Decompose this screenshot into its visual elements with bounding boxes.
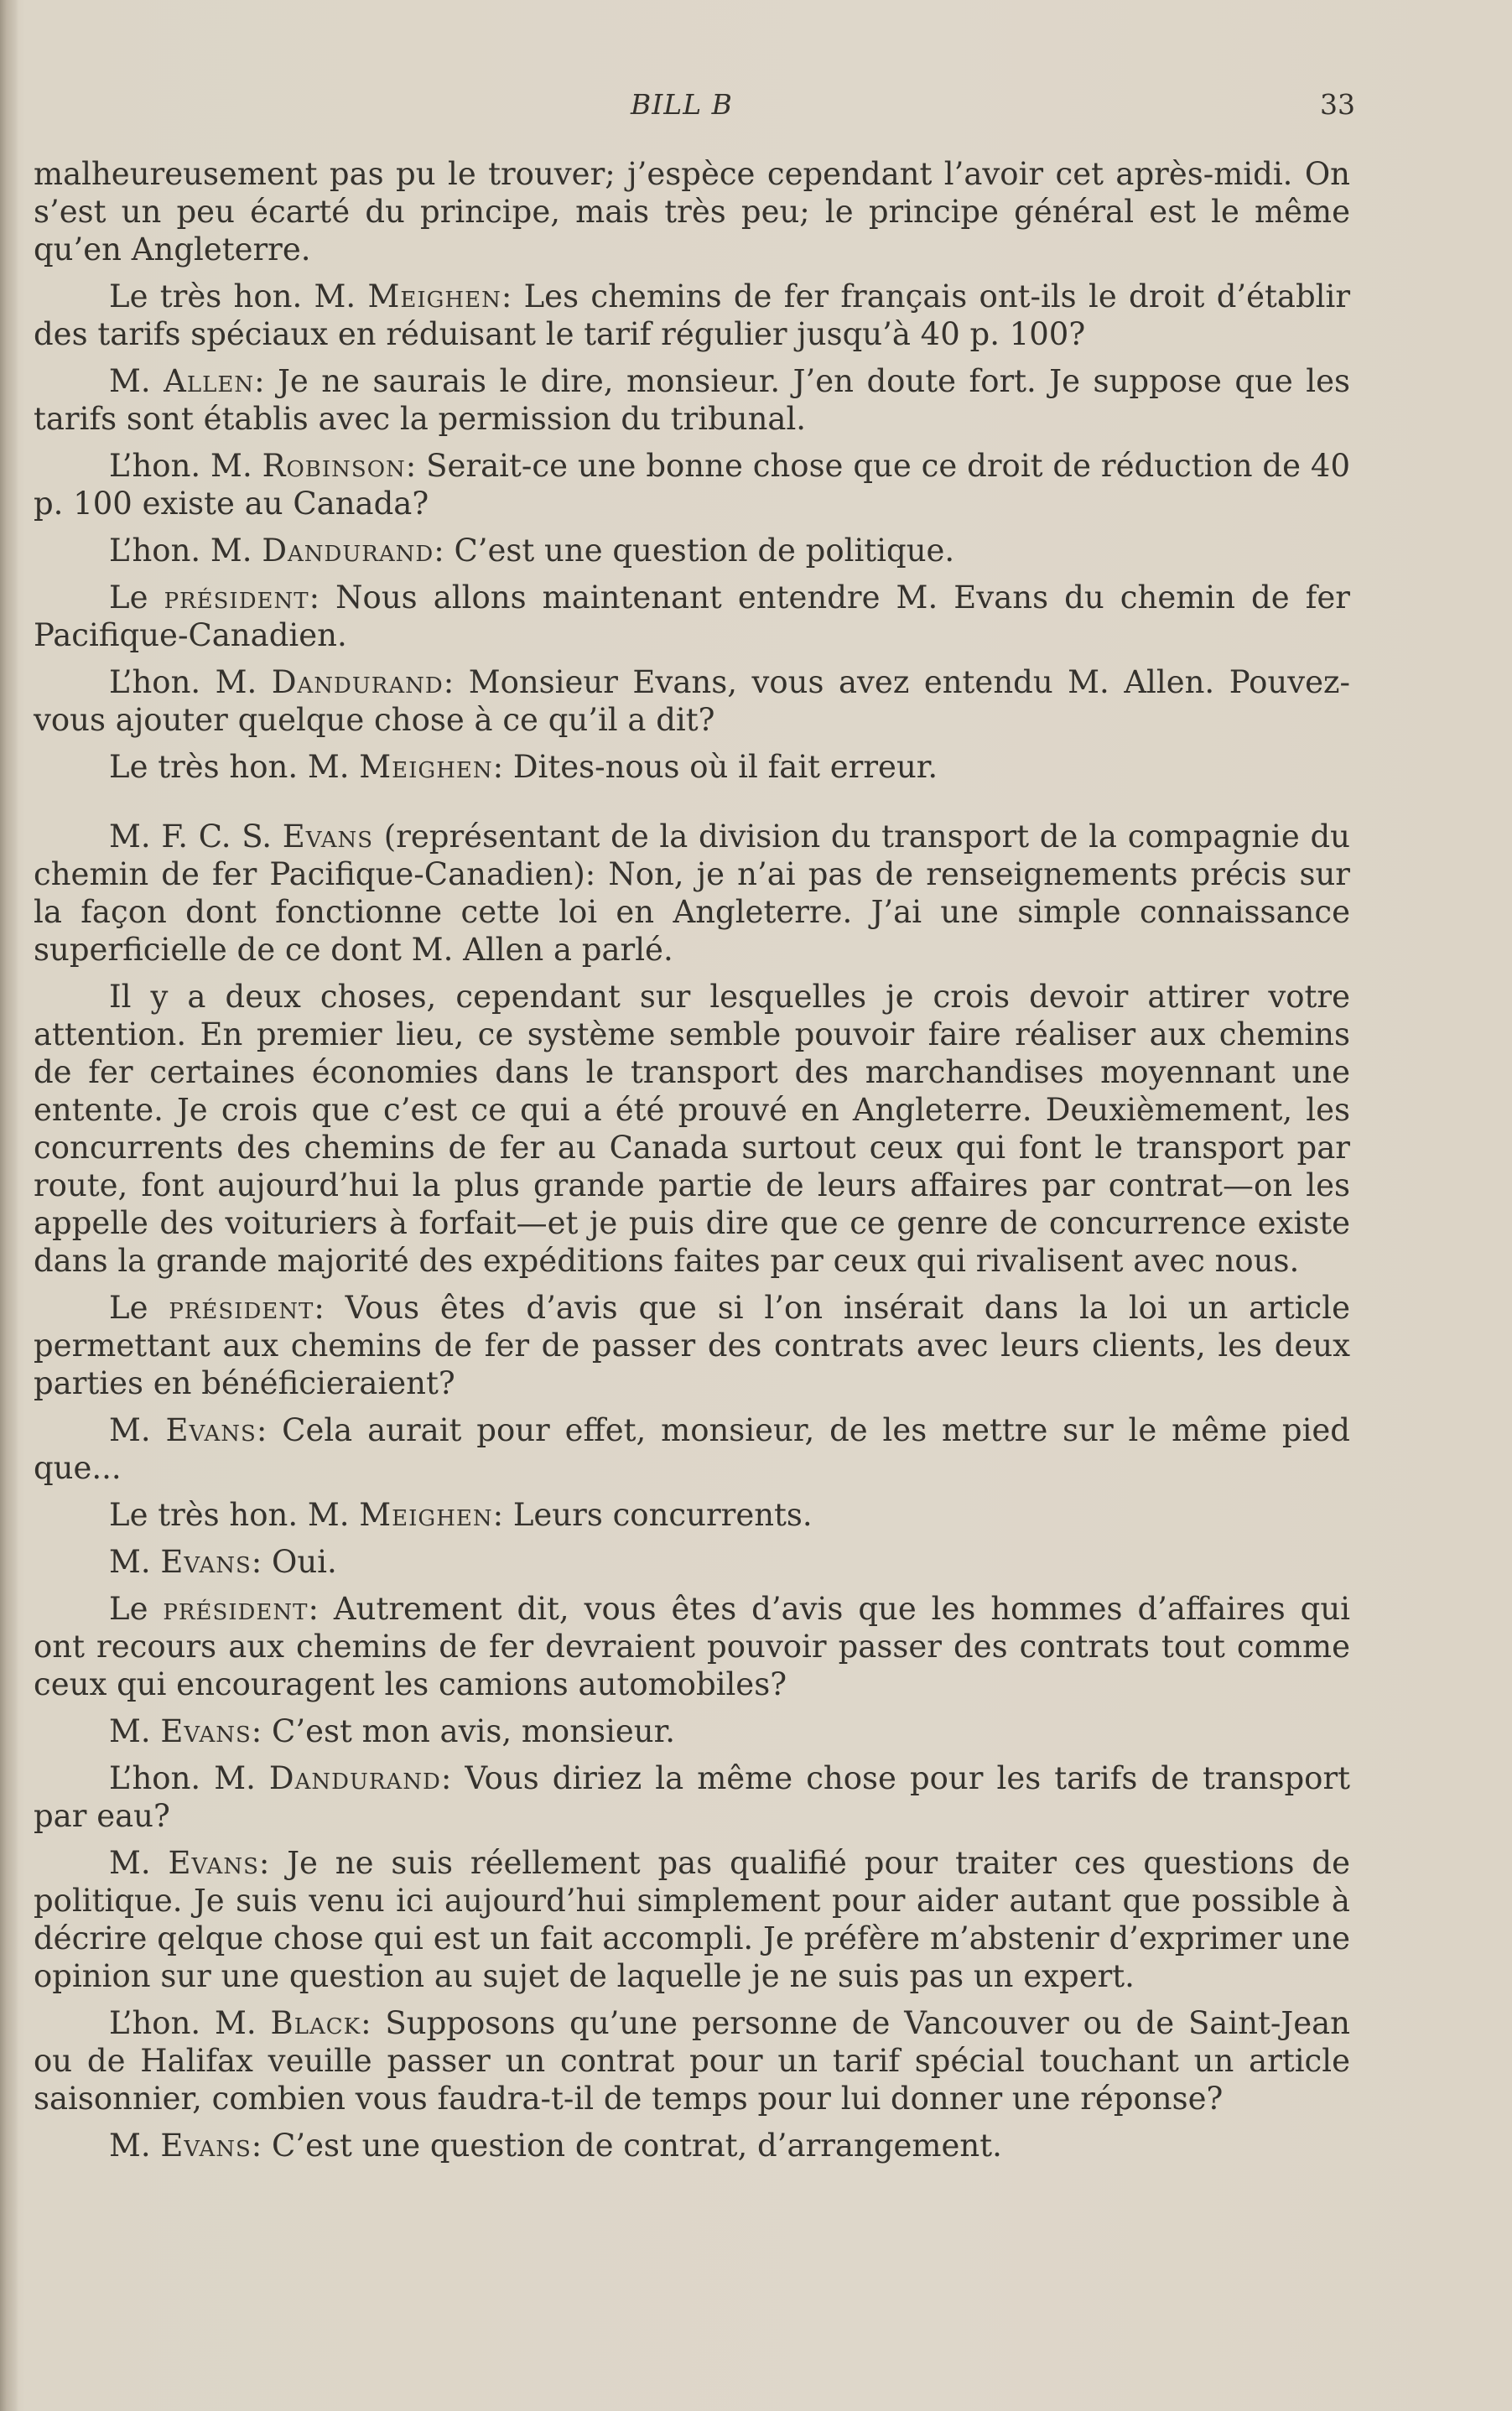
paragraph: Le très hon. M. Meighen: Leurs concurrents. xyxy=(109,1497,813,1533)
paragraph: Le président: Autrement dit, vous êtes d’avis que les hommes d’affaires qui ont recours aux chemins de fer devraient pouvoir passer des contrats tout comme ceux qui encouragent les camions automobiles? xyxy=(34,1591,1350,1702)
speaker-name: président xyxy=(164,579,309,616)
page-binding-edge xyxy=(0,0,18,2411)
page-header xyxy=(0,88,1512,127)
speaker-name: Evans xyxy=(160,1713,252,1749)
speaker-name: Dandurand xyxy=(262,533,434,569)
paragraph: Le président: Vous êtes d’avis que si l’on insérait dans la loi un article permettant aux chemins de fer de passer des contrats avec leurs clients, les deux parties en bénéficieraient? xyxy=(34,1290,1351,1401)
paragraph: M. Evans: C’est une question de contrat, d’arrangement. xyxy=(109,2128,1002,2164)
speaker-name: Robinson xyxy=(262,448,406,484)
speaker-name: Meighen xyxy=(367,278,501,314)
page-number: 33 xyxy=(1320,88,1355,121)
speaker-name: Meighen xyxy=(359,1497,493,1533)
speaker-name: Evans xyxy=(165,1412,257,1448)
speaker-name: Dandurand xyxy=(268,1760,441,1796)
paragraph: Le très hon. M. Meighen: Dites-nous où il fait erreur. xyxy=(109,749,938,785)
paragraph: M. Evans: Je ne suis réellement pas qualifié pour traiter ces questions de politique. Je suis venu ici aujourd’hui simplement pour aider autant que possible à décrire qelque chose qui est un fait accompli. Je préfère m’abstenir d’exprimer une opinion sur une question au sujet de laquelle je ne suis pas un expert. xyxy=(34,1845,1350,1994)
paragraph: L’hon. M. Dandurand: Monsieur Evans, vous avez entendu M. Allen. Pouvez-vous ajouter quelque chose à ce qu’il a dit? xyxy=(34,664,1350,738)
speaker-name: Evans xyxy=(160,2128,252,2164)
paragraph: M. Evans: Oui. xyxy=(109,1544,337,1580)
speaker-name: Evans xyxy=(160,1544,252,1580)
speaker-name: Evans xyxy=(282,818,374,855)
paragraph: M. F. C. S. Evans (représentant de la division du transport de la compagnie du chemin de fer Pacifique-Canadien): Non, je n’ai pas de renseignements précis sur la façon dont fonctionne cette loi en Angleterre. J’ai une simple connaissance superficielle de ce dont M. Allen a parlé. xyxy=(34,818,1351,968)
speaker-name: Allen xyxy=(164,363,255,399)
paragraph: L’hon. M. Robinson: Serait-ce une bonne chose que ce droit de réduction de 40 p. 100 existe au Canada? xyxy=(34,448,1350,522)
speaker-name: président xyxy=(169,1290,314,1326)
speaker-name: Evans xyxy=(168,1845,259,1881)
page-body xyxy=(34,155,1350,2174)
paragraph: Le président: Nous allons maintenant entendre M. Evans du chemin de fer Pacifique-Canadien. xyxy=(34,579,1350,653)
speaker-name: président xyxy=(163,1591,309,1627)
speaker-name: Meighen xyxy=(359,749,493,785)
speaker-name: Dandurand xyxy=(271,664,444,700)
paragraph: M. Allen: Je ne saurais le dire, monsieur. J’en doute fort. Je suppose que les tarifs sont établis avec la permission du tribunal. xyxy=(34,363,1350,437)
speaker-name: Black xyxy=(270,2005,361,2041)
paragraph: M. Evans: Cela aurait pour effet, monsieur, de les mettre sur le même pied que... xyxy=(34,1412,1350,1486)
paragraph: Il y a deux choses, cependant sur lesquelles je crois devoir attirer votre attention. En premier lieu, ce système semble pouvoir faire réaliser aux chemins de fer certaines économies dans le transport des marchandises moyennant une entente. Je crois que c’est ce qui a été prouvé en Angleterre. Deuxièmement, les concurrents des chemins de fer au Canada surtout ceux qui font le transport par route, font aujourd’hui la plus grande partie de leurs affaires par contrat—on les appelle des voituriers à forfait—et je puis dire que ce genre de concurrence existe dans la grande majorité des expéditions faites par ceux qui rivalisent avec nous. xyxy=(34,979,1350,1279)
paragraph: L’hon. M. Black: Supposons qu’une personne de Vancouver ou de Saint-Jean ou de Halifax veuille passer un contrat pour un tarif spécial touchant un article saisonnier, combien vous faudra-t-il de temps pour lui donner une réponse? xyxy=(34,2005,1351,2117)
paragraph: malheureusement pas pu le trouver; j’espèce cependant l’avoir cet après-midi. On s’est un peu écarté du principe, mais très peu; le principe général est le même qu’en Angleterre. xyxy=(34,156,1350,268)
paragraph: Le très hon. M. Meighen: Les chemins de fer français ont-ils le droit d’établir des tarifs spéciaux en réduisant le tarif régulier jusqu’à 40 p. 100? xyxy=(34,278,1351,352)
paragraph: L’hon. M. Dandurand: Vous diriez la même chose pour les tarifs de transport par eau? xyxy=(34,1760,1350,1834)
running-head: BILL B xyxy=(631,88,733,121)
paragraph: L’hon. M. Dandurand: C’est une question de politique. xyxy=(109,533,955,569)
paragraph: M. Evans: C’est mon avis, monsieur. xyxy=(109,1713,675,1749)
